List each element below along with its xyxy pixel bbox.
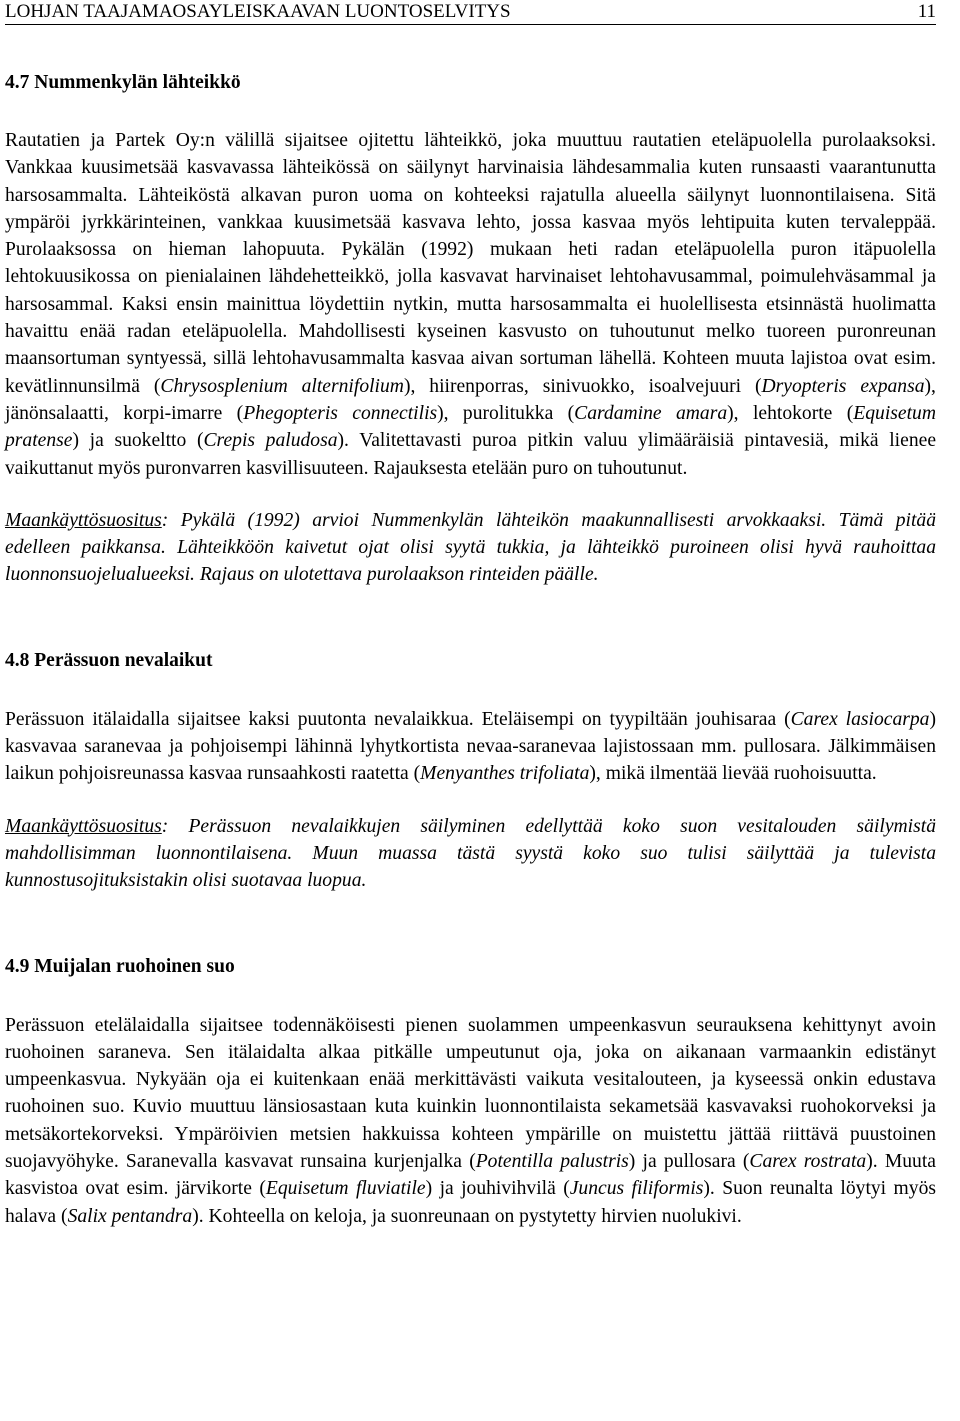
text-run: Perässuon etelälaidalla sijaitsee todennäköisesti pienen suolammen umpeenkasvun seurauksena kehittynyt avoin ruohoinen saraneva. Sen itälaidalta alkaa pitkälle umpeutunut oja, joka on aikanaan varmaankin edistänyt umpeenkasvua. Nykyään oja ei kuitenkaan enää merkittävästi vaikuta vesitalouteen, ja kyseessä onkin edustava ruohoinen suo. Kuvio muuttuu länsiosastaan kuta kuinkin luonnontilaista sekametsää kasvavaksi ruohokorveksi ja metsäkortekorveksi. Ympäröivien metsien hakkuissa kohteen ympärille on muistettu jättää riittävä puustoinen suojavyöhyke. Saranevalla kasvavat runsaina kurjenjalka ( (5, 1014, 936, 1173)
text-run: ), jänönsalaatti, korpi-imarre ( (5, 375, 936, 424)
section-4-8-paragraph (5, 706, 936, 788)
recommendation-label: Maankäyttösuositus (5, 815, 162, 837)
text-run: ), purolitukka ( (437, 402, 575, 424)
recommendation-text: : Pykälä (1992) arvioi Nummenkylän lähteikön maakunnallisesti arvokkaaksi. Tämä pitää edelleen paikkansa. Lähteikköön kaivetut ojat olisi syytä tukkia, ja lähteikkö puroineen olisi hyvä rauhoittaa luonnonsuojelualueeksi. Rajaus on ulotettava purolaakson rinteiden päälle. (5, 509, 936, 586)
species-name: Carex lasiocarpa (790, 708, 930, 730)
species-name: Menyanthes trifoliata (420, 763, 590, 785)
text-run: ) ja suokeltto ( (72, 430, 204, 452)
section-title-4-8: 4.8 Perässuon nevalaikut (5, 649, 213, 671)
text-run: ), lehtokorte ( (727, 402, 854, 424)
section-4-8-recommendation (5, 813, 936, 895)
species-name: Cardamine amara (574, 402, 728, 424)
species-name: Phegopteris connectilis (243, 402, 438, 424)
section-title-4-9: 4.9 Muijalan ruohoinen suo (5, 955, 235, 977)
text-run: ), hiirenporras, sinivuokko, isoalvejuuri ( (403, 375, 762, 397)
recommendation-text: : Perässuon nevalaikkujen säilyminen edellyttää koko suon vesitalouden säilymistä mahdollisimman luonnontilaisena. Muun muassa tästä syystä koko suo tulisi säilyttää ja tulevista kunnostusojituksistakin olisi suotavaa luopua. (5, 815, 936, 892)
species-name: Chrysosplenium alternifolium (160, 375, 404, 397)
text-run: ) ja pullosara ( (628, 1151, 750, 1173)
section-title-4-7: 4.7 Nummenkylän lähteikkö (5, 72, 241, 93)
species-name: Dryopteris expansa (761, 375, 925, 397)
section-4-7-recommendation (5, 507, 936, 589)
recommendation-label: Maankäyttösuositus (5, 509, 162, 531)
running-header (5, 0, 936, 25)
text-run: ). Kohteella on keloja, ja suonreunaan on pystytetty hirvien nuolukivi. (192, 1205, 742, 1227)
section-4-7-paragraph (5, 127, 936, 482)
species-name: Potentilla palustris (475, 1151, 629, 1173)
species-name: Equisetum fluviatile (265, 1178, 426, 1200)
species-name: Equisetum pratense (5, 402, 936, 452)
header-title: LOHJAN TAAJAMAOSAYLEISKAAVAN LUONTOSELVITYS (5, 1, 511, 22)
page-number: 11 (917, 1, 936, 22)
text-run: ) ja jouhivihvilä ( (425, 1178, 570, 1200)
text-run: ). Muuta kasvistoa ovat esim. järvikorte ( (5, 1151, 936, 1200)
text-run: ) kasvavaa saranevaa ja pohjoisempi lähinnä lyhytkortista nevaa-saranevaa lajistossaan mm. pullosara. Jälkimmäisen laikun pohjoisreunassa kasvaa runsaahkosti raatetta ( (5, 708, 936, 785)
text-run: Perässuon itälaidalla sijaitsee kaksi puutonta nevalaikkua. Eteläisempi on tyypiltään jouhisaraa ( (5, 708, 791, 730)
species-name: Carex rostrata (749, 1151, 867, 1173)
text-run: ). Suon reunalta löytyi myös halava ( (5, 1178, 936, 1227)
species-name: Juncus filiformis (569, 1178, 704, 1200)
species-name: Crepis paludosa (203, 430, 338, 452)
text-run: ), mikä ilmentää lievää ruohoisuutta. (589, 763, 877, 785)
document-page (5, 0, 936, 1230)
species-name: Salix pentandra (67, 1205, 193, 1227)
section-4-9-paragraph (5, 1012, 936, 1230)
text-run: ). Valitettavasti puroa pitkin valuu ylimääräisiä pintavesiä, mikä lienee vaikuttanut myös puronvarren kasvillisuuteen. Rajauksesta etelään puro on tuhoutunut. (5, 430, 937, 479)
text-run: Rautatien ja Partek Oy:n välillä sijaitsee ojitettu lähteikkö, joka muuttuu rautatien eteläpuolella purolaaksoksi. Vankkaa kuusimetsää kasvavassa lähteikössä on säilynyt harvinaisia lähdesammalia kuten runsaasti vaarantunutta harsosammalta. Lähteiköstä alkavan puron uoma on kohteeksi rajatulla alueella säilynyt luonnontilaisena. Sitä ympäröi jyrkkärinteinen, vankkaa kuusimetsää kasvava lehto, jossa kasvaa myös lehtipuita kuten tervaleppää. Purolaaksossa on hieman lahopuuta. Pykälän (1992) mukaan heti radan eteläpuolella puron itäpuolella lehtokuusikossa on pienialainen lähdehetteikkö, jolla kasvavat harvinaiset lehtohavusammal, poimulehväsammal ja harsosammal. Kaksi ensin mainittua löydettiin nytkin, mutta harsosammalta ei huolellisesta etsinnästä huolimatta havaittu enää radan eteläpuolella. Mahdollisesti kyseinen kasvusto on tuhoutunut melko tuoreen puronreunan maansortuman syntyessä, sillä lehtohavusammalta kasvaa aivan sortuman lähellä. Kohteen muuta lajistoa ovat esim. kevätlinnunsilmä ( (5, 130, 936, 397)
